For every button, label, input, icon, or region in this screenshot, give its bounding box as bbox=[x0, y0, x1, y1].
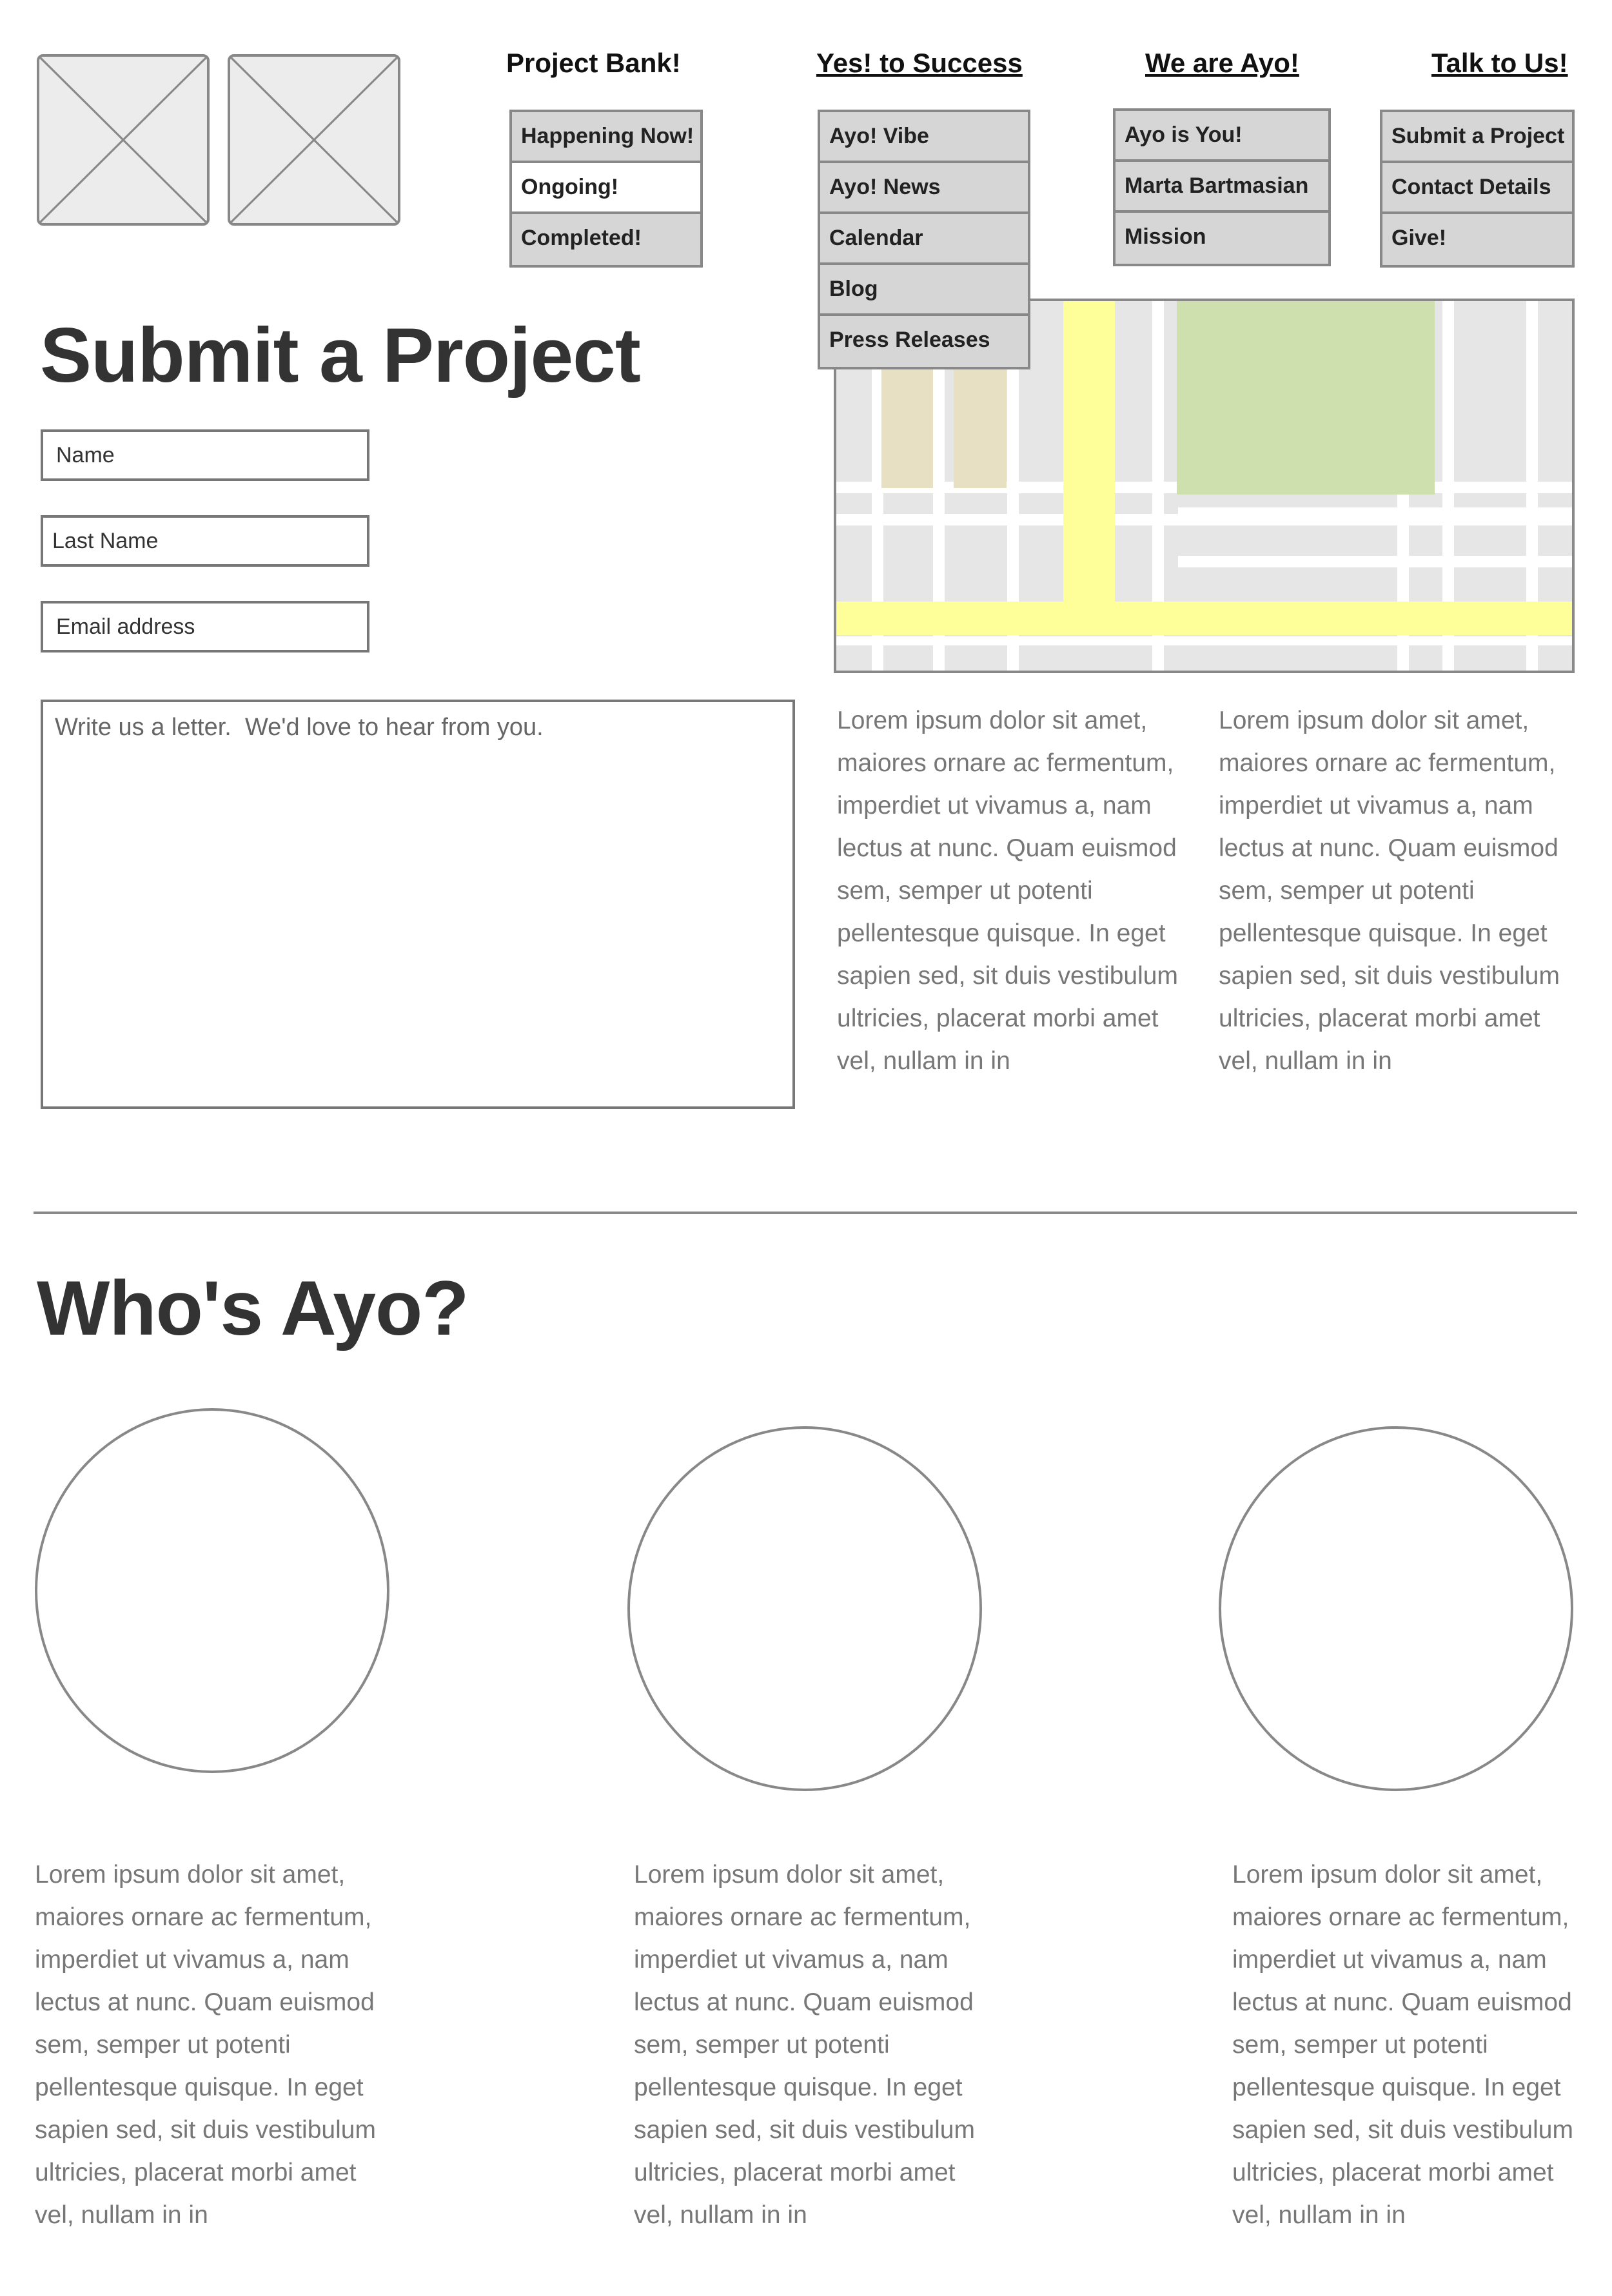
section-divider bbox=[34, 1212, 1577, 1214]
profile-text-3: Lorem ipsum dolor sit amet, maiores ornare ac fermentum, imperdiet ut vivamus a, nam lectus at nunc. Quam euismod sem, semper ut potenti pellentesque quisque. In eget sapien sed, sit duis vestibulum ultricies, placerat morbi amet vel, nullam in in bbox=[1232, 1861, 1573, 2229]
menu-item-press-releases[interactable]: Press Releases bbox=[820, 316, 1028, 367]
name-field[interactable] bbox=[41, 429, 369, 481]
nav-talk-to-us[interactable]: Talk to Us! bbox=[1431, 48, 1568, 78]
profile-photo-circle-3 bbox=[1219, 1426, 1573, 1791]
section-title-whos-ayo: Who's Ayo? bbox=[37, 1265, 469, 1351]
nav-we-are-ayo[interactable]: We are Ayo! bbox=[1145, 48, 1299, 78]
menu-project-bank bbox=[509, 110, 703, 268]
menu-yes-to-success bbox=[818, 110, 1030, 369]
nav-project-bank[interactable]: Project Bank! bbox=[506, 48, 681, 78]
logo-placeholder-1 bbox=[37, 54, 210, 226]
menu-item-ayo-is-you[interactable]: Ayo is You! bbox=[1116, 111, 1328, 162]
email-field[interactable] bbox=[41, 601, 369, 652]
menu-item-completed[interactable]: Completed! bbox=[512, 214, 700, 265]
menu-item-contact-details[interactable]: Contact Details bbox=[1382, 163, 1572, 214]
menu-item-calendar[interactable]: Calendar bbox=[820, 214, 1028, 265]
lorem-text-column-1: Lorem ipsum dolor sit amet, maiores ornare ac fermentum, imperdiet ut vivamus a, nam lectus at nunc. Quam euismod sem, semper ut potenti pellentesque quisque. In eget sapien sed, sit duis vestibulum ultricies, placerat morbi amet vel, nullam in in bbox=[837, 707, 1178, 1075]
nav-yes-to-success[interactable]: Yes! to Success bbox=[816, 48, 1023, 78]
profile-photo-circle-1 bbox=[35, 1408, 389, 1773]
menu-item-ongoing[interactable]: Ongoing! bbox=[512, 163, 700, 214]
menu-talk-to-us bbox=[1380, 110, 1575, 268]
menu-item-marta-bartmasian[interactable]: Marta Bartmasian bbox=[1116, 162, 1328, 213]
menu-item-give[interactable]: Give! bbox=[1382, 214, 1572, 265]
menu-item-happening-now[interactable]: Happening Now! bbox=[512, 112, 700, 163]
profile-text-1: Lorem ipsum dolor sit amet, maiores ornare ac fermentum, imperdiet ut vivamus a, nam lectus at nunc. Quam euismod sem, semper ut potenti pellentesque quisque. In eget sapien sed, sit duis vestibulum ultricies, placerat morbi amet vel, nullam in in bbox=[35, 1861, 376, 2229]
page-title: Submit a Project bbox=[40, 312, 640, 398]
profile-photo-circle-2 bbox=[627, 1426, 982, 1791]
menu-item-ayo-vibe[interactable]: Ayo! Vibe bbox=[820, 112, 1028, 163]
menu-item-ayo-news[interactable]: Ayo! News bbox=[820, 163, 1028, 214]
menu-we-are-ayo bbox=[1113, 108, 1331, 266]
profile-text-2: Lorem ipsum dolor sit amet, maiores ornare ac fermentum, imperdiet ut vivamus a, nam lectus at nunc. Quam euismod sem, semper ut potenti pellentesque quisque. In eget sapien sed, sit duis vestibulum ultricies, placerat morbi amet vel, nullam in in bbox=[634, 1861, 975, 2229]
letter-textarea[interactable] bbox=[41, 700, 795, 1109]
last-name-field[interactable] bbox=[41, 515, 369, 567]
lorem-text-column-2: Lorem ipsum dolor sit amet, maiores ornare ac fermentum, imperdiet ut vivamus a, nam lectus at nunc. Quam euismod sem, semper ut potenti pellentesque quisque. In eget sapien sed, sit duis vestibulum ultricies, placerat morbi amet vel, nullam in in bbox=[1219, 707, 1560, 1075]
logo-placeholder-2 bbox=[228, 54, 400, 226]
menu-item-blog[interactable]: Blog bbox=[820, 265, 1028, 316]
menu-item-mission[interactable]: Mission bbox=[1116, 213, 1328, 264]
menu-item-submit-a-project[interactable]: Submit a Project bbox=[1382, 112, 1572, 163]
